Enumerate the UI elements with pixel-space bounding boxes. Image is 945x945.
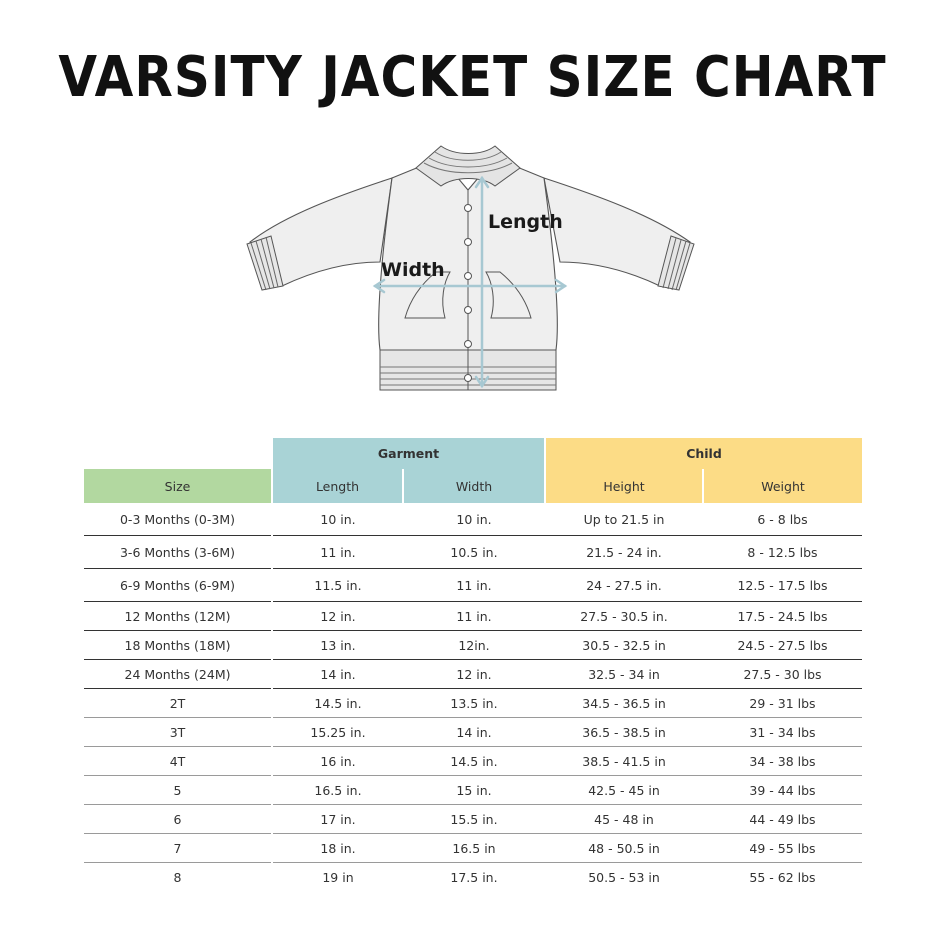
group-header-row xyxy=(84,438,862,469)
length-cell: 12 in. xyxy=(273,602,403,631)
length-label: Length xyxy=(488,211,563,233)
length-cell: 17 in. xyxy=(273,805,403,834)
garment-group-header: Garment xyxy=(273,438,545,469)
weight-cell: 12.5 - 17.5 lbs xyxy=(703,569,862,602)
table-row xyxy=(84,834,862,863)
width-cell: 13.5 in. xyxy=(403,689,545,718)
height-cell: 38.5 - 41.5 in xyxy=(545,747,703,776)
width-cell: 10 in. xyxy=(403,503,545,536)
width-column-header: Width xyxy=(403,469,545,503)
size-table xyxy=(84,438,862,891)
width-cell: 17.5 in. xyxy=(450,869,498,885)
size-cell: 7 xyxy=(84,834,271,863)
weight-cell: 49 - 55 lbs xyxy=(703,834,862,863)
length-cell: 16.5 in. xyxy=(273,776,403,805)
table-row xyxy=(84,631,862,660)
length-column-header: Length xyxy=(273,469,403,503)
height-cell: 24 - 27.5 in. xyxy=(545,569,703,602)
size-cell: 12 Months (12M) xyxy=(84,602,271,631)
jacket-diagram xyxy=(0,135,945,400)
table-row xyxy=(84,689,862,718)
weight-cell: 31 - 34 lbs xyxy=(703,718,862,747)
table-row xyxy=(84,660,862,689)
width-cell: 12 in. xyxy=(403,660,545,689)
size-column-header: Size xyxy=(84,469,271,503)
length-cell: 14 in. xyxy=(273,660,403,689)
size-cell: 8 xyxy=(173,869,182,885)
weight-cell: 55 - 62 lbs xyxy=(749,869,816,885)
width-cell: 12in. xyxy=(403,631,545,660)
weight-cell: 39 - 44 lbs xyxy=(703,776,862,805)
weight-cell: 27.5 - 30 lbs xyxy=(703,660,862,689)
weight-cell: 29 - 31 lbs xyxy=(703,689,862,718)
table-row xyxy=(84,718,862,747)
weight-cell: 6 - 8 lbs xyxy=(703,503,862,536)
table-row xyxy=(84,602,862,631)
weight-column-header: Weight xyxy=(703,469,862,503)
weight-cell: 17.5 - 24.5 lbs xyxy=(703,602,862,631)
width-cell: 14 in. xyxy=(403,718,545,747)
column-header-row xyxy=(84,469,862,503)
table-row xyxy=(84,776,862,805)
table-row xyxy=(84,747,862,776)
length-cell: 11 in. xyxy=(273,536,403,569)
size-cell: 18 Months (18M) xyxy=(84,631,271,660)
width-cell: 15.5 in. xyxy=(403,805,545,834)
height-cell: 50.5 - 53 in xyxy=(588,869,660,885)
size-table-body xyxy=(84,503,862,891)
width-cell: 11 in. xyxy=(403,602,545,631)
weight-cell: 24.5 - 27.5 lbs xyxy=(703,631,862,660)
height-cell: 21.5 - 24 in. xyxy=(545,536,703,569)
size-cell: 5 xyxy=(84,776,271,805)
height-cell: Up to 21.5 in xyxy=(545,503,703,536)
width-cell: 15 in. xyxy=(403,776,545,805)
length-cell: 14.5 in. xyxy=(273,689,403,718)
length-cell: 18 in. xyxy=(273,834,403,863)
table-row xyxy=(84,503,862,536)
length-cell: 13 in. xyxy=(273,631,403,660)
table-row xyxy=(84,805,862,834)
width-cell: 11 in. xyxy=(403,569,545,602)
weight-cell: 8 - 12.5 lbs xyxy=(703,536,862,569)
height-column-header: Height xyxy=(545,469,703,503)
size-cell: 0-3 Months (0-3M) xyxy=(84,503,271,536)
width-cell: 16.5 in xyxy=(403,834,545,863)
size-cell: 6 xyxy=(84,805,271,834)
size-cell: 2T xyxy=(84,689,271,718)
size-cell: 4T xyxy=(84,747,271,776)
page-title: VARSITY JACKET SIZE CHART xyxy=(58,44,887,110)
table-row xyxy=(84,536,862,569)
height-cell: 42.5 - 45 in xyxy=(545,776,703,805)
height-cell: 48 - 50.5 in xyxy=(545,834,703,863)
height-cell: 27.5 - 30.5 in. xyxy=(545,602,703,631)
width-cell: 10.5 in. xyxy=(403,536,545,569)
height-cell: 36.5 - 38.5 in xyxy=(545,718,703,747)
size-cell: 24 Months (24M) xyxy=(84,660,271,689)
length-cell: 16 in. xyxy=(273,747,403,776)
width-label: Width xyxy=(381,259,445,281)
size-cell: 6-9 Months (6-9M) xyxy=(84,569,271,602)
length-cell: 19 in xyxy=(322,869,354,885)
table-row xyxy=(84,569,862,602)
length-cell: 11.5 in. xyxy=(273,569,403,602)
child-group-header: Child xyxy=(545,438,862,469)
height-cell: 45 - 48 in xyxy=(545,805,703,834)
height-cell: 30.5 - 32.5 in xyxy=(545,631,703,660)
height-cell: 34.5 - 36.5 in xyxy=(545,689,703,718)
table-row xyxy=(84,863,862,892)
width-cell: 14.5 in. xyxy=(403,747,545,776)
length-cell: 15.25 in. xyxy=(273,718,403,747)
weight-cell: 34 - 38 lbs xyxy=(703,747,862,776)
size-cell: 3T xyxy=(84,718,271,747)
length-cell: 10 in. xyxy=(273,503,403,536)
height-cell: 32.5 - 34 in xyxy=(545,660,703,689)
size-cell: 3-6 Months (3-6M) xyxy=(84,536,271,569)
weight-cell: 44 - 49 lbs xyxy=(703,805,862,834)
